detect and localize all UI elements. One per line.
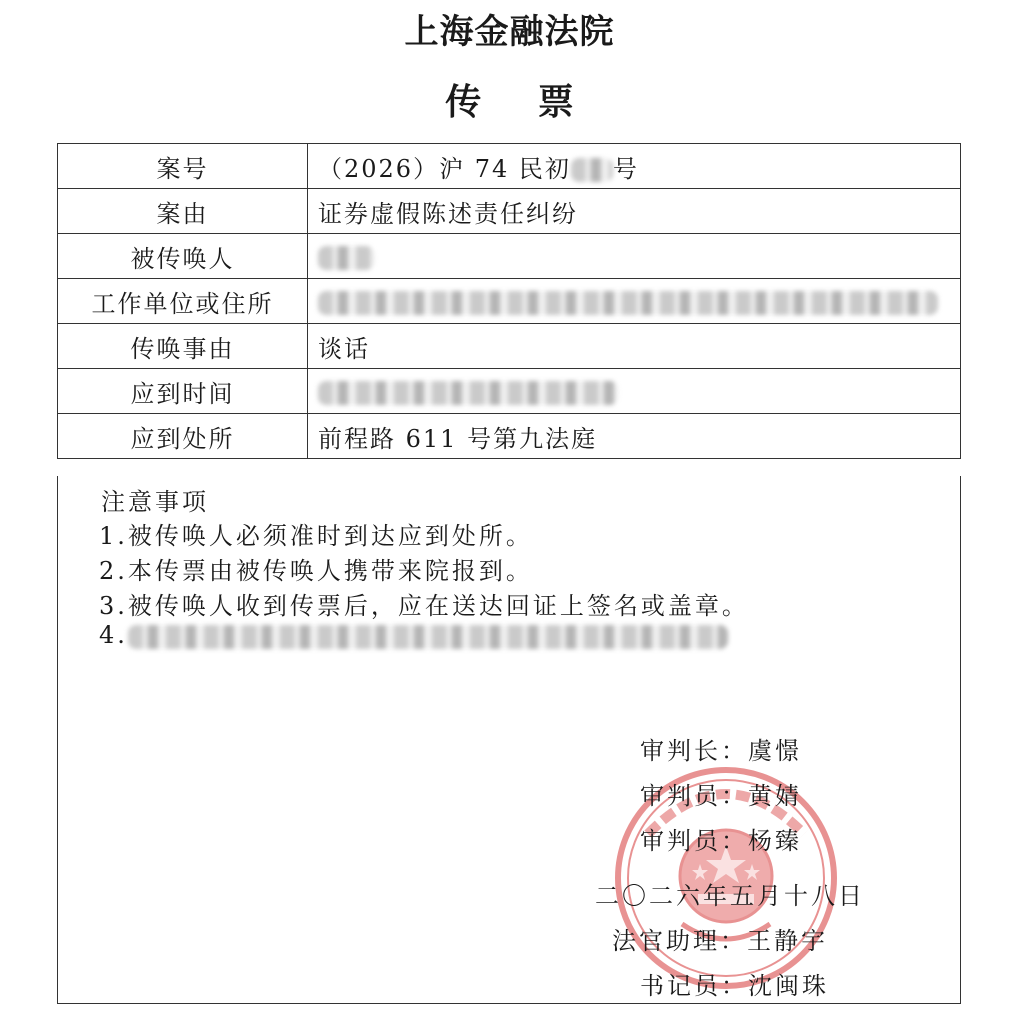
time-value xyxy=(308,369,961,414)
judge-assistant-signature: 法官助理：王静宇 xyxy=(612,927,828,955)
note-item-2: 2.本传票由被传唤人携带来院报到。 xyxy=(99,557,533,585)
redacted-address xyxy=(318,291,938,315)
judge-1-signature: 审判员：黄婧 xyxy=(640,782,802,810)
case-number-prefix: （2026）沪 74 民初 xyxy=(318,154,571,183)
cause-value: 证券虚假陈述责任纠纷 xyxy=(308,189,961,234)
case-number-label: 案号 xyxy=(58,144,308,189)
summoned-person-label: 被传唤人 xyxy=(58,234,308,279)
chief-judge-signature: 审判长：虞憬 xyxy=(640,737,802,765)
note-item-3: 3.被传唤人收到传票后，应在送达回证上签名或盖章。 xyxy=(99,592,749,620)
document-title: 传 票 xyxy=(445,82,596,123)
reason-value: 谈话 xyxy=(308,324,961,369)
redacted-time xyxy=(318,381,618,405)
table-row-reason xyxy=(58,324,961,369)
clerk-signature: 书记员：沈闽珠 xyxy=(640,972,829,1000)
redacted-case-number xyxy=(571,158,613,182)
table-row-place xyxy=(58,414,961,459)
table-row-cause xyxy=(58,189,961,234)
table-row-summoned-person xyxy=(58,234,961,279)
reason-label: 传唤事由 xyxy=(58,324,308,369)
summoned-person-value xyxy=(308,234,961,279)
table-row-address xyxy=(58,279,961,324)
time-label: 应到时间 xyxy=(58,369,308,414)
redacted-note-4 xyxy=(128,625,728,649)
table-row-case-number xyxy=(58,144,961,189)
case-number-suffix: 号 xyxy=(612,154,639,183)
address-label: 工作单位或住所 xyxy=(58,279,308,324)
place-label: 应到处所 xyxy=(58,414,308,459)
issue-date: 二〇二六年五月十八日 xyxy=(595,882,865,910)
cause-label: 案由 xyxy=(58,189,308,234)
address-value xyxy=(308,279,961,324)
place-value: 前程路 611 号第九法庭 xyxy=(308,414,961,459)
table-row-time xyxy=(58,369,961,414)
judge-2-signature: 审判员：杨臻 xyxy=(640,827,802,855)
case-number-value xyxy=(308,144,961,189)
note-item-4 xyxy=(99,621,728,649)
redacted-name xyxy=(318,246,374,270)
note-item-1: 1.被传唤人必须准时到达应到处所。 xyxy=(99,522,533,550)
notes-heading: 注意事项 xyxy=(101,488,209,516)
summons-form-table xyxy=(57,143,961,459)
note-item-4-number: 4. xyxy=(99,621,128,649)
court-name: 上海金融法院 xyxy=(404,12,615,52)
